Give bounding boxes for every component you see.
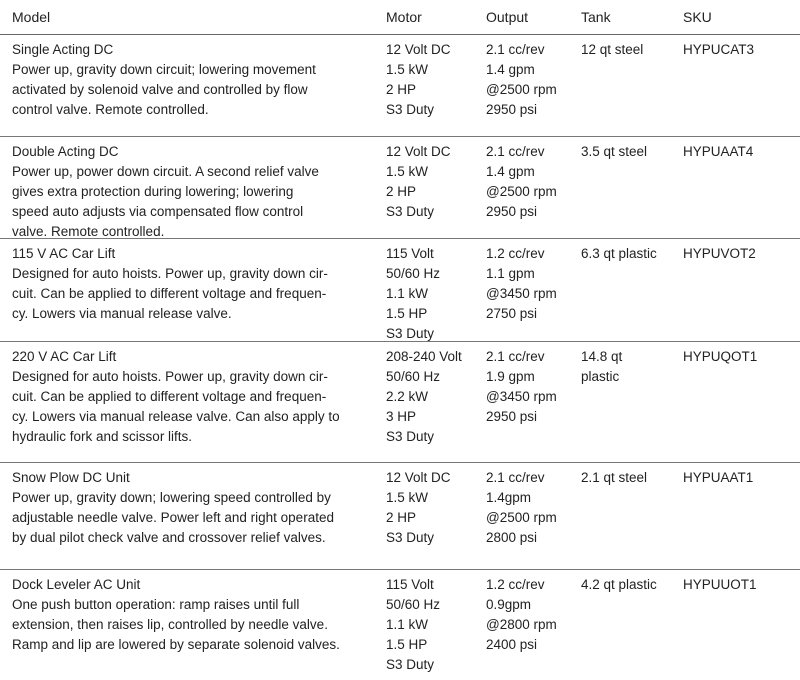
sku-text-line: HYPUVOT2 [683,246,756,261]
motor-text-line: 2.2 kW [386,389,429,404]
output-text-line: 1.4 gpm [486,62,535,77]
sku-text-line: HYPUUOT1 [683,577,757,592]
model-text-line: 115 V AC Car Lift [12,246,116,261]
cell-sku [683,347,793,367]
motor-text-line: S3 Duty [386,204,435,219]
output-text-line: 2.1 cc/rev [486,42,545,57]
tank-text-line: 12 qt steel [581,42,644,57]
motor-text-line: 115 Volt [386,246,434,261]
model-text-line: cy. Lowers via manual release valve. [12,306,232,321]
output-text-line: 2400 psi [486,637,538,652]
model-text-line: Power up, gravity down; lowering speed controlled by [12,490,331,505]
cell-motor [386,347,481,447]
motor-text-line: 208-240 Volt [386,349,462,364]
output-text-line: 1.1 gpm [486,266,535,281]
sku-text-line: HYPUAAT4 [683,144,754,159]
cell-tank [581,142,681,162]
motor-text-line: S3 Duty [386,657,435,672]
motor-text-line: S3 Duty [386,429,435,444]
model-text-line: cy. Lowers via manual release valve. Can also apply to [12,409,340,424]
output-text-line: 1.2 cc/rev [486,246,545,261]
motor-text-line: 12 Volt DC [386,470,451,485]
model-text-line: Double Acting DC [12,144,119,159]
cell-sku [683,468,793,488]
motor-text-line: S3 Duty [386,530,435,545]
output-text-line: @3450 rpm [486,286,557,301]
motor-text-line: 1.5 HP [386,637,428,652]
output-text-line: 2950 psi [486,204,538,219]
motor-text-line: 50/60 Hz [386,597,441,612]
cell-model [12,142,377,242]
motor-text-line: 1.1 kW [386,617,429,632]
sku-text-line: HYPUQOT1 [683,349,758,364]
model-text-line: activated by solenoid valve and controlled by flow [12,82,308,97]
header-tank: Tank [581,9,611,25]
cell-model [12,468,377,548]
cell-output [486,347,578,427]
motor-text-line: S3 Duty [386,102,435,117]
header-motor: Motor [386,9,422,25]
model-text-line: Ramp and lip are lowered by separate solenoid valves. [12,637,340,652]
output-text-line: 2950 psi [486,102,538,117]
header-model: Model [12,9,51,25]
model-text-line: cuit. Can be applied to different voltage and frequen- [12,286,327,301]
sku-text-line: HYPUAAT1 [683,470,754,485]
model-text-line: valve. Remote controlled. [12,224,165,239]
cell-motor [386,468,481,548]
output-text-line: 0.9gpm [486,597,532,612]
cell-output [486,142,578,222]
model-text-line: Designed for auto hoists. Power up, gravity down cir- [12,266,328,281]
cell-tank [581,347,681,387]
model-text-line: adjustable needle valve. Power left and right operated [12,510,334,525]
cell-sku [683,40,793,60]
cell-sku [683,142,793,162]
output-text-line: 1.2 cc/rev [486,577,545,592]
motor-text-line: 1.1 kW [386,286,429,301]
cell-tank [581,244,681,264]
output-text-line: @2500 rpm [486,184,557,199]
tank-text-line: 14.8 qt [581,349,623,364]
model-text-line: One push button operation: ramp raises until full [12,597,300,612]
model-text-line: Single Acting DC [12,42,114,57]
tank-text-line: 6.3 qt plastic [581,246,657,261]
sku-text-line: HYPUCAT3 [683,42,755,57]
output-text-line: @2500 rpm [486,510,557,525]
model-text-line: control valve. Remote controlled. [12,102,209,117]
motor-text-line: 115 Volt [386,577,434,592]
motor-text-line: 1.5 kW [386,490,429,505]
cell-tank [581,468,681,488]
row-divider [0,462,800,463]
row-divider [0,238,800,239]
model-text-line: 220 V AC Car Lift [12,349,117,364]
output-text-line: 1.9 gpm [486,369,535,384]
header-output: Output [486,9,529,25]
output-text-line: 2.1 cc/rev [486,349,545,364]
motor-text-line: 50/60 Hz [386,369,441,384]
output-text-line: @2500 rpm [486,82,557,97]
motor-text-line: 1.5 kW [386,62,429,77]
cell-motor [386,40,481,120]
motor-text-line: 2 HP [386,184,417,199]
cell-tank [581,40,681,60]
cell-tank [581,575,681,595]
cell-model [12,40,377,120]
cell-sku [683,575,793,595]
motor-text-line: 3 HP [386,409,417,424]
cell-model [12,575,377,655]
model-text-line: extension, then raises lip, controlled by needle valve. [12,617,328,632]
output-text-line: 1.4 gpm [486,164,535,179]
tank-text-line: 4.2 qt plastic [581,577,657,592]
row-divider [0,136,800,137]
motor-text-line: 1.5 kW [386,164,429,179]
motor-text-line: 1.5 HP [386,306,428,321]
output-text-line: 1.4gpm [486,490,532,505]
model-text-line: cuit. Can be applied to different voltage and frequen- [12,389,327,404]
output-text-line: 2800 psi [486,530,538,545]
tank-text-line: plastic [581,369,620,384]
output-text-line: 2750 psi [486,306,538,321]
cell-output [486,575,578,655]
cell-output [486,468,578,548]
model-text-line: Snow Plow DC Unit [12,470,130,485]
row-divider [0,569,800,570]
output-text-line: @2800 rpm [486,617,557,632]
model-text-line: Power up, power down circuit. A second relief valve [12,164,319,179]
cell-sku [683,244,793,264]
output-text-line: 2.1 cc/rev [486,144,545,159]
tank-text-line: 3.5 qt steel [581,144,648,159]
model-text-line: Power up, gravity down circuit; lowering movement [12,62,316,77]
cell-motor [386,575,481,675]
output-text-line: 2.1 cc/rev [486,470,545,485]
cell-output [486,40,578,120]
motor-text-line: 2 HP [386,82,417,97]
motor-text-line: 12 Volt DC [386,144,451,159]
model-text-line: by dual pilot check valve and crossover relief valves. [12,530,326,545]
motor-text-line: 12 Volt DC [386,42,451,57]
model-text-line: Designed for auto hoists. Power up, gravity down cir- [12,369,328,384]
cell-model [12,347,377,447]
output-text-line: 2950 psi [486,409,538,424]
output-text-line: @3450 rpm [486,389,557,404]
cell-output [486,244,578,324]
cell-motor [386,142,481,222]
row-divider [0,341,800,342]
motor-text-line: 2 HP [386,510,417,525]
motor-text-line: 50/60 Hz [386,266,441,281]
cell-model [12,244,377,324]
motor-text-line: S3 Duty [386,326,435,341]
header-sku: SKU [683,9,712,25]
model-text-line: speed auto adjusts via compensated flow control [12,204,304,219]
model-text-line: gives extra protection during lowering; lowering [12,184,294,199]
cell-motor [386,244,481,344]
table-header [0,0,800,35]
model-text-line: hydraulic fork and scissor lifts. [12,429,193,444]
tank-text-line: 2.1 qt steel [581,470,648,485]
model-text-line: Dock Leveler AC Unit [12,577,141,592]
